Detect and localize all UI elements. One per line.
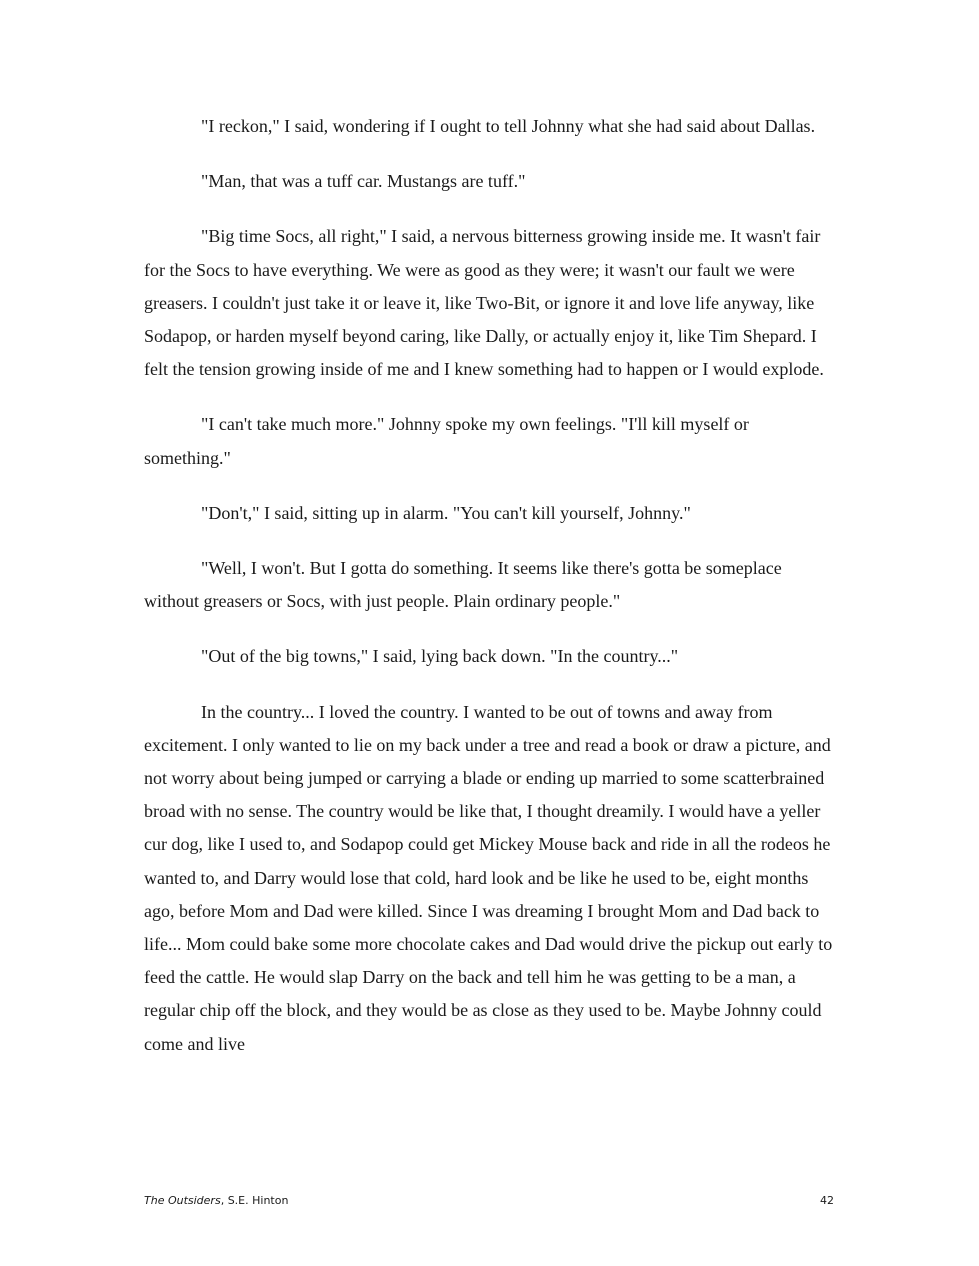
footer-book-title: The Outsiders (144, 1194, 221, 1207)
paragraph: "Out of the big towns," I said, lying back down. "In the country..." (201, 646, 679, 667)
footer-author: , S.E. Hinton (220, 1194, 289, 1207)
footer-citation (144, 1194, 288, 1207)
paragraph: "I reckon," I said, wondering if I ought to tell Johnny what she had said about Dallas. (201, 116, 816, 136)
page-number: 42 (820, 1194, 834, 1207)
paragraph: "Well, I won't. But I gotta do something. It seems like there's gotta be someplace without greasers or Socs, with just people. Plain ordinary people." (144, 558, 782, 612)
paragraph: In the country... I loved the country. I wanted to be out of towns and away from excitement. I only wanted to lie on my back under a tree and read a book or draw a picture, and not worry about being jumped or carrying a blade or ending up married to some scatterbrained broad with no sense. The country would be like that, I thought dreamily. I would have a yeller cur dog, like I used to, and Sodapop could get Mickey Mouse back and ride in all the rodeos he wanted to, and Darry would lose that cold, hard look and be like he used to be, eight months ago, before Mom and Dad were killed. Since I was dreaming I brought Mom and Dad back to life... Mom could bake some more chocolate cakes and Dad would drive the pickup out early to feed the cattle. He would slap Darry on the back and tell him he was getting to be a man, a regular chip off the block, and they would be as close as they used to be. Maybe Johnny could come and live (144, 701, 833, 1054)
paragraph: "Man, that was a tuff car. Mustangs are tuff." (201, 171, 526, 192)
paragraph: "I can't take much more." Johnny spoke my own feelings. "I'll kill myself or something." (144, 414, 749, 468)
page-body (144, 110, 834, 1083)
paragraph: "Big time Socs, all right," I said, a nervous bitterness growing inside me. It wasn't fair for the Socs to have everything. We were as good as they were; it wasn't our fault we were greasers. I couldn't just take it or leave it, like Two-Bit, or ignore it and love life anyway, like Sodapop, or harden myself beyond caring, like Dally, or actually enjoy it, like Tim Shepard. I felt the tension growing inside of me and I knew something had to happen or I would explode. (144, 226, 824, 380)
paragraph: "Don't," I said, sitting up in alarm. "You can't kill yourself, Johnny." (201, 502, 691, 523)
